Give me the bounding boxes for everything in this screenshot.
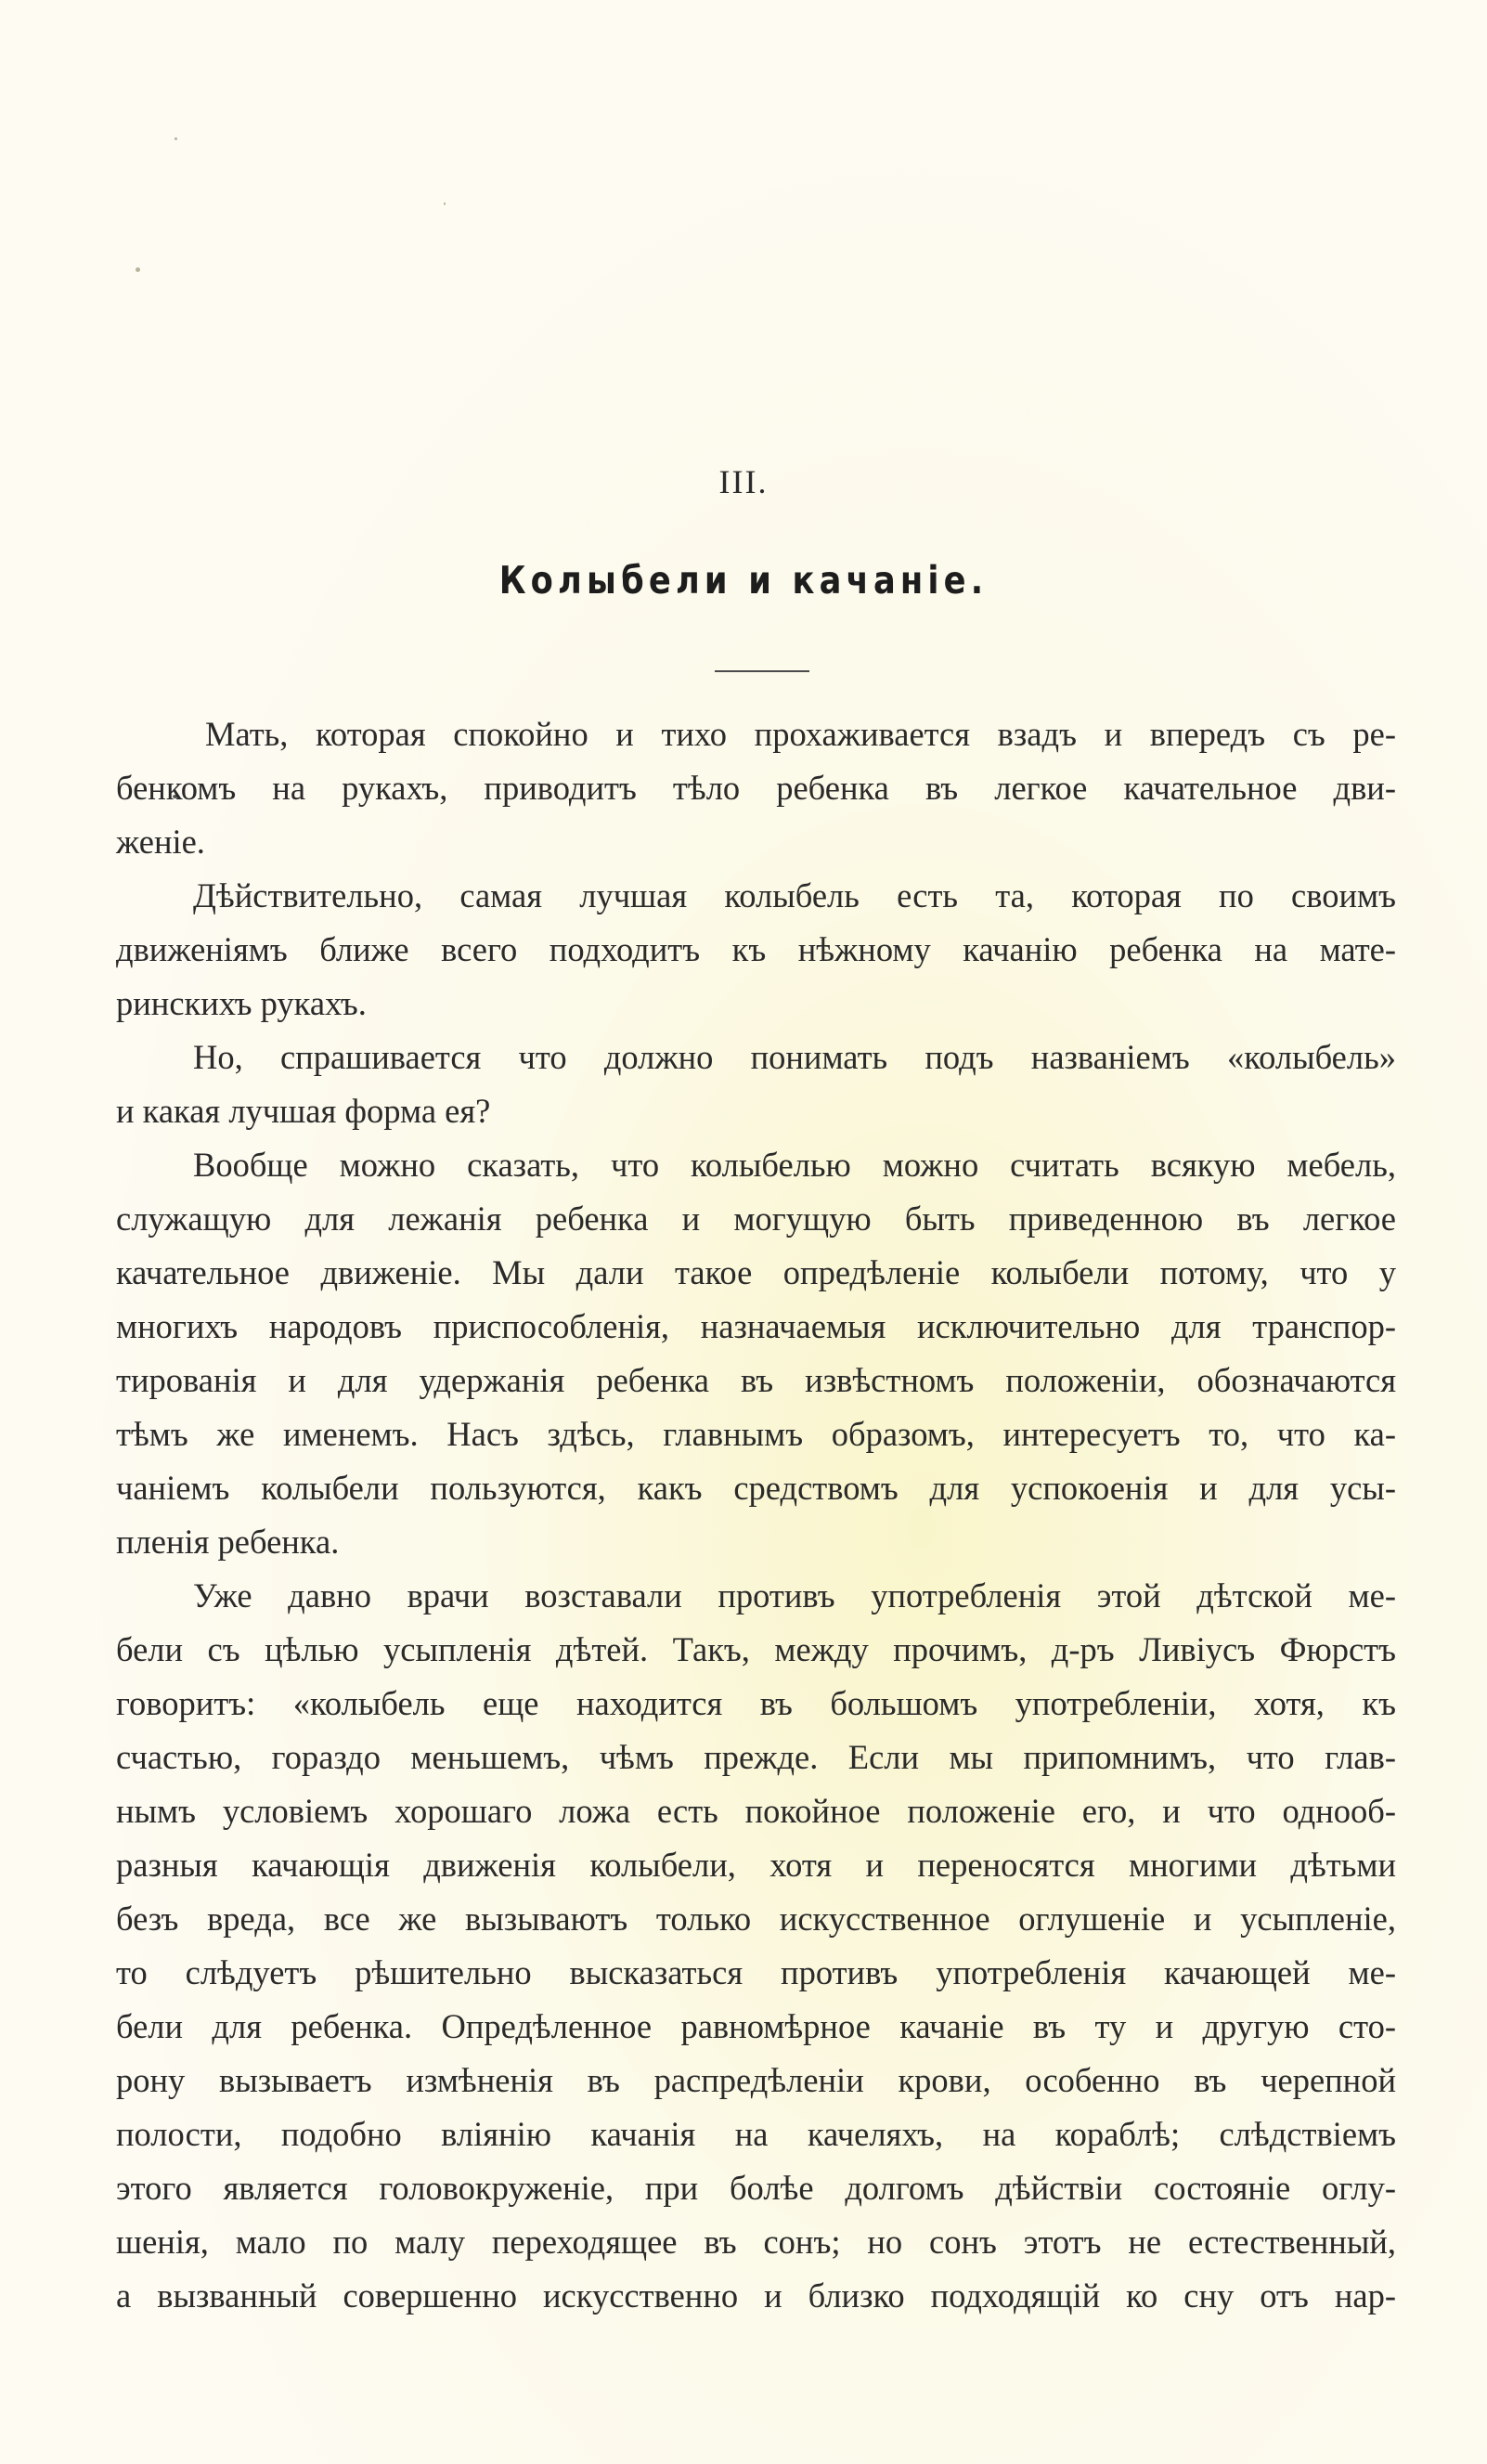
chapter-title: Колыбели и качаніе. — [498, 558, 989, 603]
text-line: Дѣйствительно, самая лучшая колыбель есть та, которая по своимъ — [193, 876, 1396, 914]
text-line: шенія, мало по малу переходящее въ сонъ; но сонъ этотъ не естественный, — [116, 2223, 1396, 2261]
text-line: нымъ условіемъ хорошаго ложа есть покойное положеніе его, и что однооб- — [116, 1792, 1396, 1830]
paper-speck — [136, 267, 140, 272]
text-line: безъ вреда, все же вызываютъ только искусственное оглушеніе и усыпленіе, — [116, 1900, 1396, 1938]
text-line: и какая лучшая форма ея? — [116, 1092, 491, 1130]
section-number: III. — [718, 463, 769, 500]
paper-speck — [444, 202, 446, 205]
text-line: чаніемъ колыбели пользуются, какъ средствомъ для успокоенія и для усы- — [116, 1469, 1396, 1507]
text-line: движеніямъ ближе всего подходитъ къ нѣжному качанію ребенка на мате- — [116, 930, 1396, 968]
text-line: качательное движеніе. Мы дали такое опредѣленіе колыбели потому, что у — [116, 1253, 1396, 1291]
paragraph — [116, 707, 1396, 869]
text-line: женіе. — [116, 823, 205, 861]
paragraph — [116, 1031, 1396, 1138]
text-line: бели съ цѣлью усыпленія дѣтей. Такъ, между прочимъ, д-ръ Ливіусъ Фюрстъ — [116, 1630, 1396, 1668]
text-line: бели для ребенка. Опредѣленное равномѣрное качаніе въ ту и другую сто- — [116, 2007, 1396, 2045]
text-line: рону вызываетъ измѣненія въ распредѣленіи крови, особенно въ черепной — [116, 2061, 1396, 2099]
paragraph — [116, 1569, 1396, 2323]
body-text — [116, 707, 1396, 2323]
text-line: пленія ребенка. — [116, 1523, 340, 1561]
text-line: тѣмъ же именемъ. Насъ здѣсь, главнымъ образомъ, интересуетъ то, что ка- — [116, 1415, 1396, 1453]
text-line: говоритъ: «колыбель еще находится въ большомъ употребленіи, хотя, къ — [116, 1684, 1396, 1722]
text-line: этого является головокруженіе, при болѣе долгомъ дѣйствіи состояніе оглу- — [116, 2169, 1396, 2207]
text-line: бенкомъ на рукахъ, приводитъ тѣло ребенка въ легкое качательное дви- — [116, 769, 1396, 807]
text-line: то слѣдуетъ рѣшительно высказаться противъ употребленія качающей ме- — [116, 1953, 1396, 1991]
text-line: Вообще можно сказать, что колыбелью можно считать всякую мебель, — [193, 1146, 1396, 1184]
text-line: разныя качающія движенія колыбели, хотя и переносятся многими дѣтьми — [116, 1846, 1396, 1884]
text-line: Уже давно врачи возставали противъ употребленія этой дѣтской ме- — [193, 1576, 1396, 1615]
paragraph — [116, 1138, 1396, 1569]
text-line: счастью, гораздо меньшемъ, чѣмъ прежде. Если мы припомнимъ, что глав- — [116, 1738, 1396, 1776]
paper-speck — [175, 137, 177, 140]
text-line: многихъ народовъ приспособленія, назначаемыя исключительно для транспор- — [116, 1307, 1396, 1345]
text-line: Мать, которая спокойно и тихо прохаживается взадъ и впередъ съ ре- — [205, 715, 1396, 753]
text-line: ринскихъ рукахъ. — [116, 984, 367, 1022]
text-line: а вызванный совершенно искусственно и близко подходящій ко сну отъ нар- — [116, 2276, 1396, 2315]
paragraph — [116, 869, 1396, 1031]
text-line: служащую для лежанія ребенка и могущую быть приведенною въ легкое — [116, 1200, 1396, 1238]
title-divider — [715, 670, 809, 672]
text-line: тированія и для удержанія ребенка въ извѣстномъ положеніи, обозначаются — [116, 1361, 1396, 1399]
text-line: Но, спрашивается что должно понимать подъ названіемъ «колыбель» — [193, 1038, 1396, 1076]
text-line: полости, подобно вліянію качанія на качеляхъ, на кораблѣ; слѣдствіемъ — [116, 2115, 1396, 2153]
